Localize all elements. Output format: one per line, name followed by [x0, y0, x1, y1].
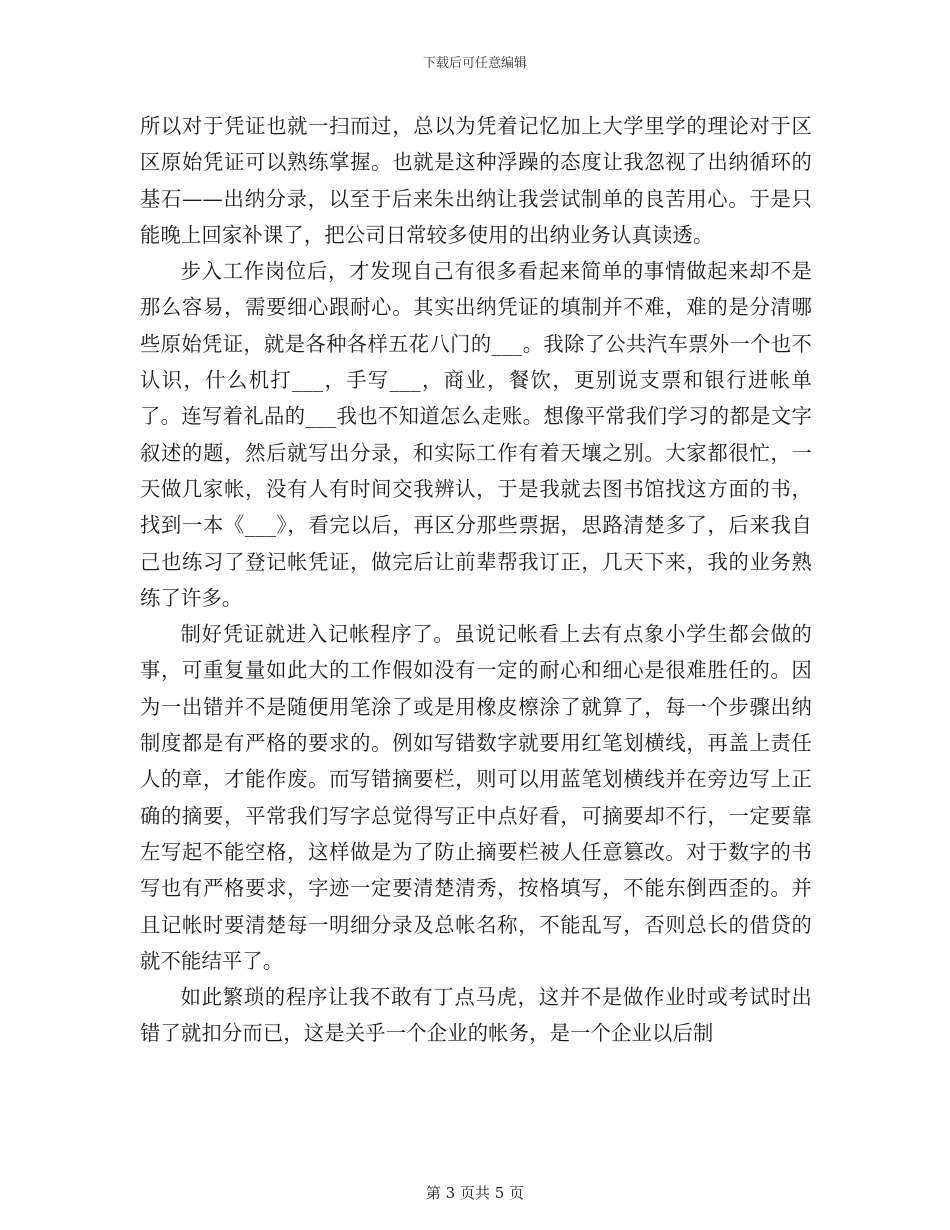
paragraph-1: 所以对于凭证也就一扫而过，总以为凭着记忆加上大学里学的理论对于区区原始凭证可以熟练掌握。也就是这种浮躁的态度让我忽视了出纳循环的基石——出纳分录，以至于后来朱出纳让我尝试制单的良苦用心。于是只能晚上回家补课了，把公司日常较多使用的出纳业务认真读透。	[140, 114, 812, 247]
paragraph-3: 制好凭证就进入记帐程序了。虽说记帐看上去有点象小学生都会做的事，可重复量如此大的工作假如没有一定的耐心和细心是很难胜任的。因为一出错并不是随便用笔涂了或是用橡皮檫涂了就算了，每一个步骤出纳制度都是有严格的要求的。例如写错数字就要用红笔划横线，再盖上责任人的章，才能作废。而写错摘要栏，则可以用蓝笔划横线并在旁边写上正确的摘要，平常我们写字总觉得写正中点好看，可摘要却不行，一定要靠左写起不能空格，这样做是为了防止摘要栏被人任意篡改。对于数字的书写也有严格要求，字迹一定要清楚清秀，按格填写，不能东倒西歪的。并且记帐时要清楚每一明细分录及总帐名称，不能乱写，否则总长的借贷的就不能结平了。	[140, 622, 812, 973]
page-header: 下载后可任意编辑	[422, 56, 527, 71]
document-body	[140, 108, 812, 1052]
paragraph-2: 步入工作岗位后，才发现自己有很多看起来简单的事情做起来却不是那么容易，需要细心跟耐心。其实出纳凭证的填制并不难，难的是分清哪些原始凭证，就是各种各样五花八门的___。我除了公共汽车票外一个也不认识，什么机打___，手写___，商业，餐饮，更别说支票和银行进帐单了。连写着礼品的___我也不知道怎么走账。想像平常我们学习的都是文字叙述的题，然后就写出分录，和实际工作有着天壤之别。大家都很忙，一天做几家帐，没有人有时间交我辨认，于是我就去图书馆找这方面的书，找到一本《___》，看完以后，再区分那些票据，思路清楚多了，后来我自己也练习了登记帐凭证，做完后让前辈帮我订正，几天下来，我的业务熟练了许多。	[140, 259, 812, 610]
page-footer: 第 3 页共 5 页	[425, 1184, 525, 1202]
paragraph-4: 如此繁琐的程序让我不敢有丁点马虎，这并不是做作业时或考试时出错了就扣分而已，这是关乎一个企业的帐务，是一个企业以后制	[140, 985, 812, 1046]
